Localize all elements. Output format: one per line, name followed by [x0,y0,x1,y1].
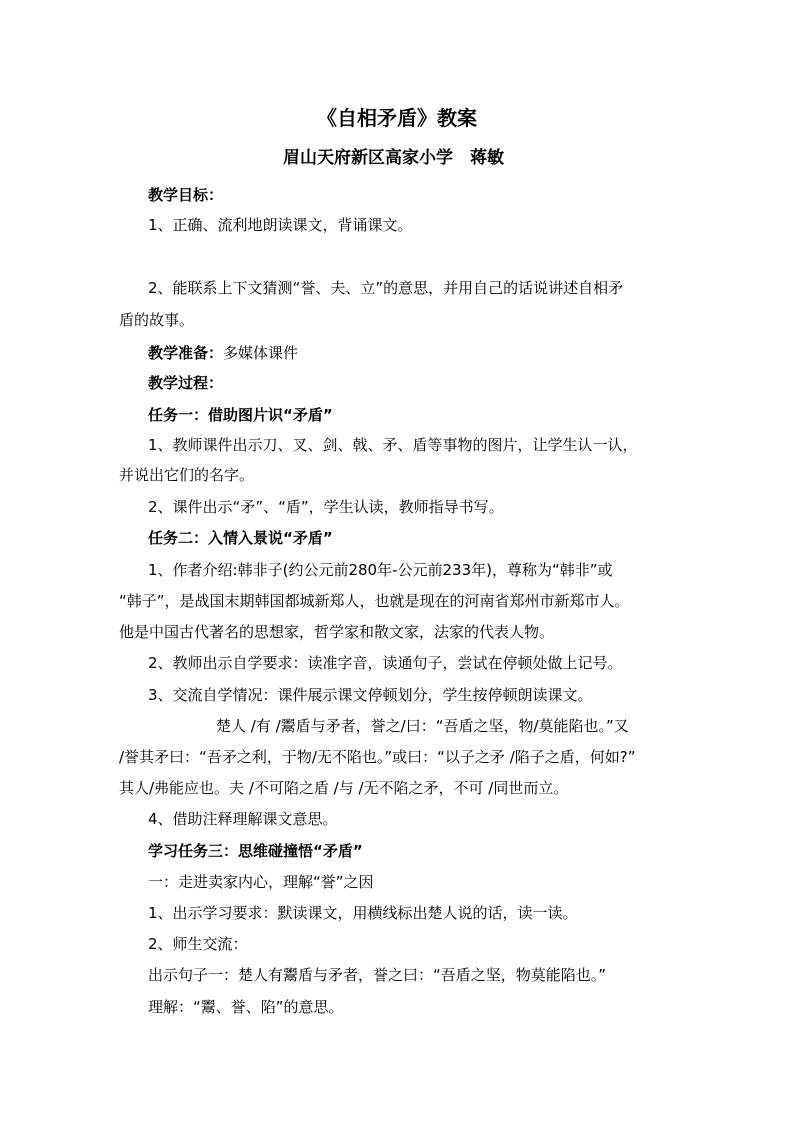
task1-item1-line-2: 并说出它们的名字。 [119,466,255,484]
text-line-2: /誉其矛曰：“吾矛之利，于物/无不陷也。”或曰：“以子之矛 /陷子之盾，何如?” [119,748,636,766]
text-line-1: 楚人 /有 /鬻盾与矛者，誉之/曰：“吾盾之坚，物/莫能陷也。”又 [216,717,629,735]
task1-item2: 2、课件出示“矛”、“盾”，学生认读，教师指导书写。 [148,498,504,516]
task2-item1-line-2: “韩子”，是战国末期韩国都城新郑人，也就是现在的河南省郑州市新郑市人。 [119,592,630,610]
process-heading: 教学过程： [148,374,224,392]
prep-value: 多媒体课件 [223,344,299,362]
task3-sentence1: 出示句子一：楚人有鬻盾与矛者，誉之曰：“吾盾之坚，物莫能陷也。” [148,966,607,984]
goal-2-line-1: 2、能联系上下文猜测“誉、夫、立”的意思，并用自己的话说讲述自相矛 [148,279,624,297]
goal-2-line-2: 盾的故事。 [119,311,195,329]
task3-understand: 理解：“鬻、誉、陷”的意思。 [148,998,344,1016]
document-subtitle: 眉山天府新区高家小学 蒋敏 [283,148,504,168]
task3-item1: 1、出示学习要求：默读课文，用横线标出楚人说的话，读一读。 [148,904,578,922]
task2-item2: 2、教师出示自学要求：读准字音，读通句子，尝试在停顿处做上记号。 [148,654,623,672]
prep-label: 教学准备： [148,344,224,362]
task1-heading: 任务一：借助图片识“矛盾” [148,406,333,424]
task3-sub1: 一：走进卖家内心，理解“誉”之因 [148,873,374,891]
text-line-3: 其人/弗能应也。夫 /不可陷之盾 /与 /无不陷之矛，不可 /同世而立。 [119,779,569,797]
task2-item1-line-1: 1、作者介绍:韩非子(约公元前280年-公元前233年)，尊称为“韩非”或 [148,561,613,579]
goal-1: 1、正确、流利地朗读课文，背诵课文。 [148,216,413,234]
goals-heading: 教学目标： [148,186,224,204]
task2-item1-line-3: 他是中国古代著名的思想家，哲学家和散文家，法家的代表人物。 [119,623,555,641]
document-title: 《自相矛盾》教案 [317,106,477,130]
task2-item3: 3、交流自学情况：课件展示课文停顿划分，学生按停顿朗读课文。 [148,686,593,704]
task2-item4: 4、借助注释理解课文意思。 [148,810,338,828]
task3-item2: 2、师生交流： [148,935,248,953]
task1-item1-line-1: 1、教师课件出示刀、叉、剑、戟、矛、盾等事物的图片，让学生认一认， [148,436,638,454]
task2-heading: 任务二：入情入景说“矛盾” [148,529,333,547]
prep-line [148,342,298,364]
task3-heading: 学习任务三：思维碰撞悟“矛盾” [148,842,363,860]
